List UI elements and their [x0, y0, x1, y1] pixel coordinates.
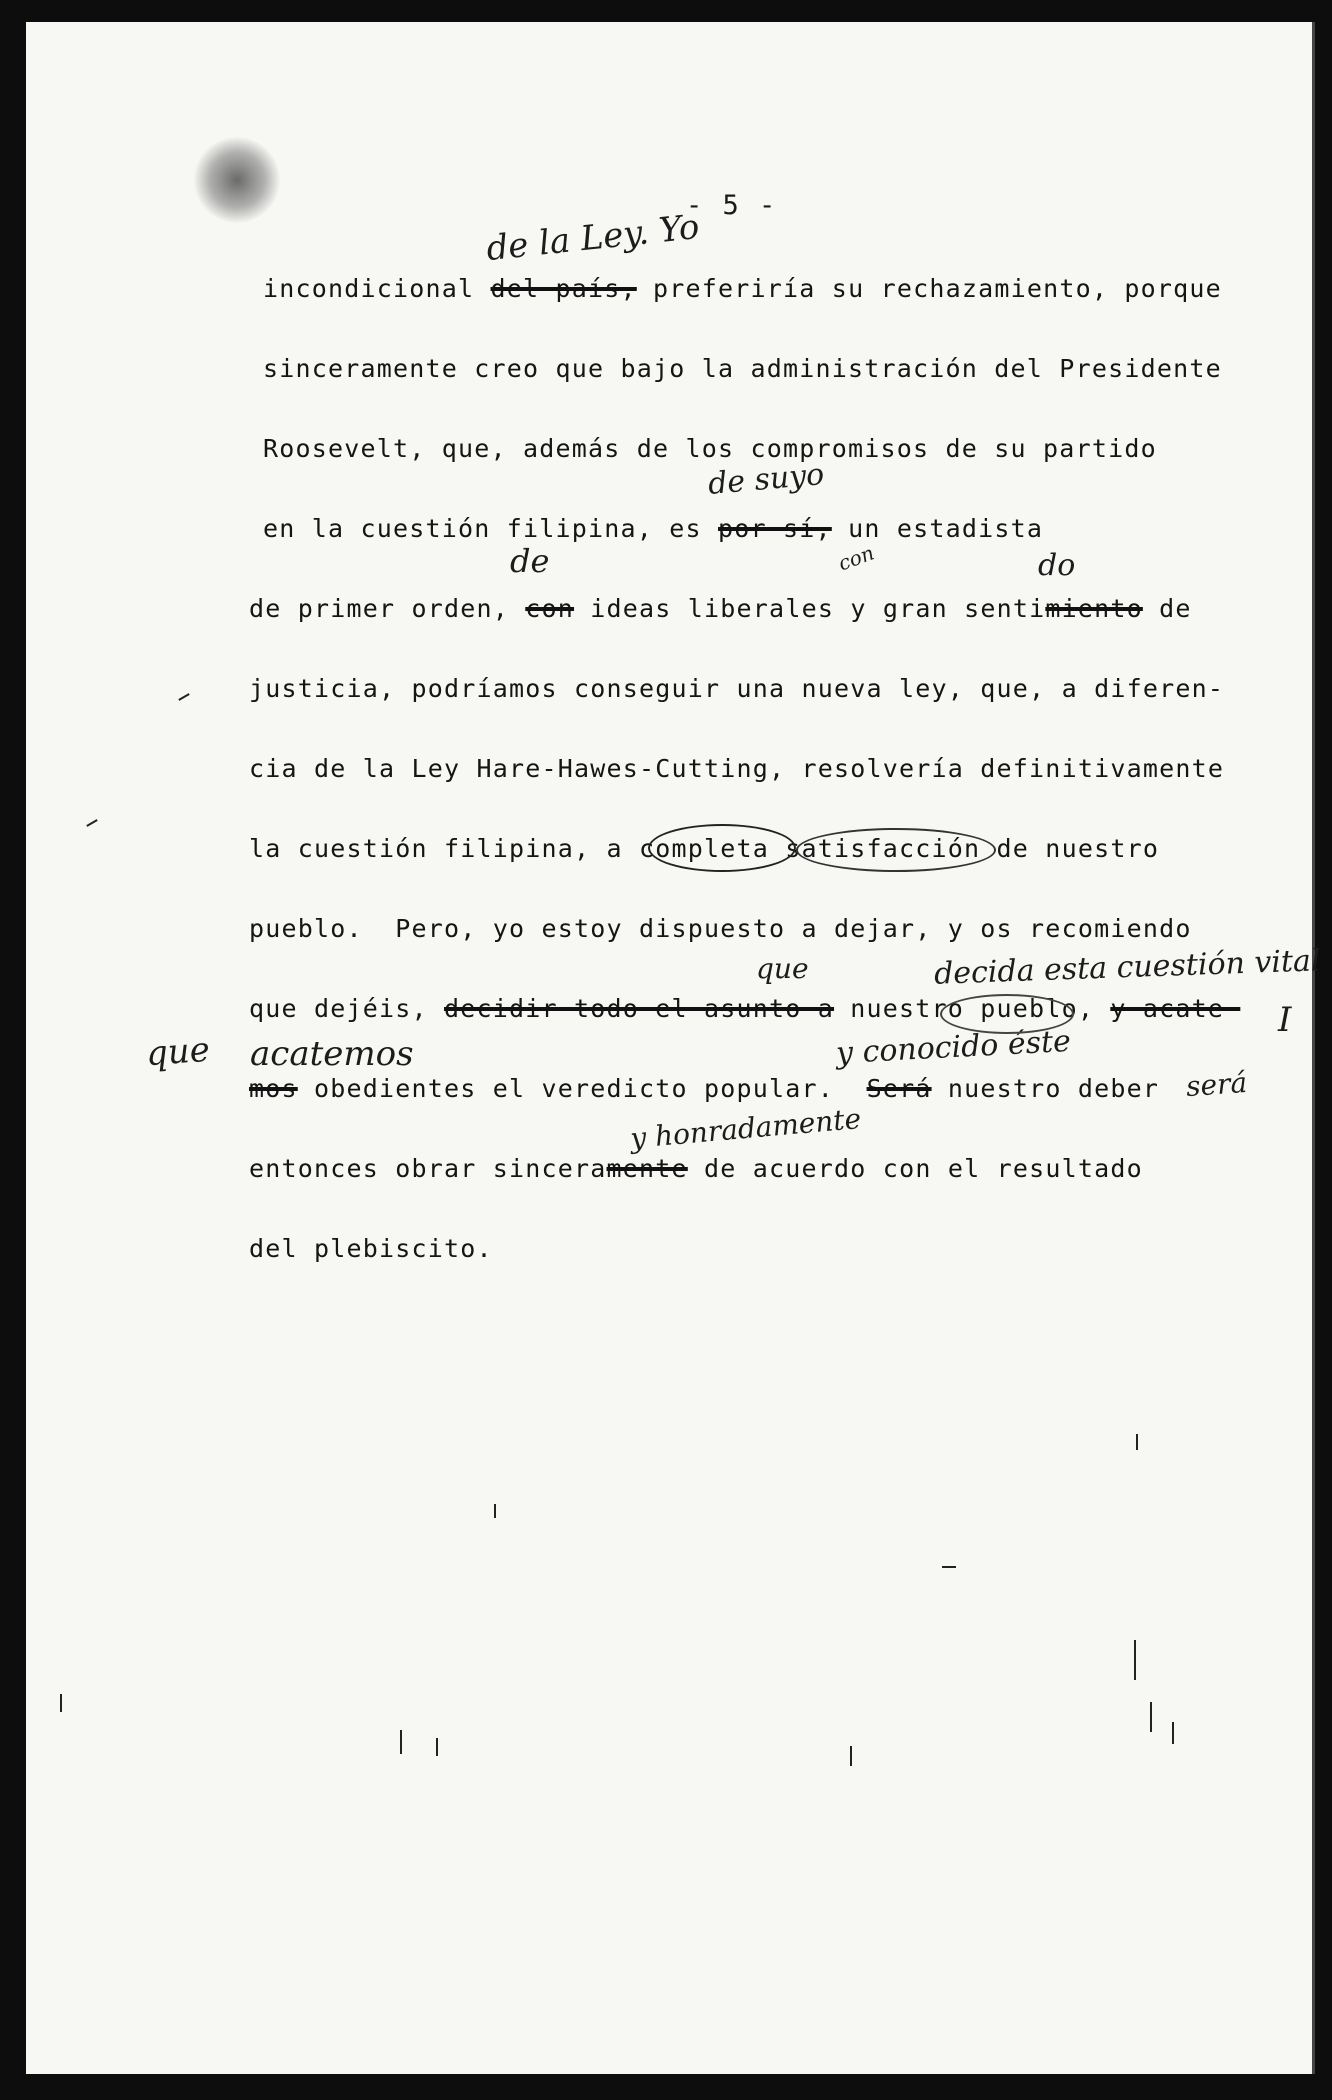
typed-text: ideas liberales y gran senti	[574, 594, 1046, 623]
struck-text: Será	[866, 1074, 932, 1103]
circle-completa	[648, 824, 796, 872]
typed-line	[249, 1074, 1159, 1103]
struck-text: decidir todo el asunto a	[444, 994, 835, 1023]
struck-text: mos	[249, 1074, 298, 1103]
handwritten-acatemos: acatemos	[250, 1034, 414, 1074]
typed-line	[249, 1234, 493, 1263]
handwritten-decida: decida esta cuestión vital	[933, 943, 1322, 992]
typed-line	[263, 354, 1222, 383]
struck-text: por sí,	[718, 514, 832, 543]
typed-text: obedientes el veredicto popular.	[297, 1074, 867, 1103]
pen-mark	[60, 1694, 62, 1712]
typed-text: de acuerdo con el resultado	[687, 1154, 1143, 1183]
typed-text: Roosevelt, que, además de los compromisos de su partido	[263, 434, 1157, 463]
struck-text: miento	[1045, 594, 1143, 623]
typed-text: del plebiscito.	[249, 1234, 493, 1263]
handwritten-que-small: que	[756, 952, 809, 985]
document-page	[26, 22, 1322, 2074]
struck-text: del país,	[490, 274, 637, 303]
typed-text: un estadista	[831, 514, 1044, 543]
typed-text: que dejéis,	[249, 994, 445, 1023]
typed-line	[249, 994, 1240, 1023]
pen-mark	[494, 1504, 496, 1518]
typed-text: en la cuestión filipina, es	[263, 514, 719, 543]
typed-line	[263, 274, 1222, 303]
typed-text: sinceramente creo que bajo la administración del Presidente	[263, 354, 1222, 383]
pen-mark	[850, 1746, 852, 1766]
struck-text: con	[525, 594, 575, 623]
handwritten-que-margin: que	[144, 1029, 212, 1075]
pen-mark	[1136, 1434, 1138, 1450]
struck-text: y acate-	[1110, 994, 1241, 1023]
typed-line	[249, 1154, 1143, 1183]
typed-line	[249, 674, 1224, 703]
handwritten-con: con	[834, 540, 878, 576]
typed-line	[263, 514, 1043, 543]
typed-text: nuestro pueblo,	[834, 994, 1111, 1023]
pen-mark	[1134, 1640, 1136, 1680]
circle-satisfaccion	[796, 828, 996, 872]
typed-text: nuestro deber	[931, 1074, 1160, 1103]
typed-text: pueblo. Pero, yo estoy dispuesto a dejar, y os recomiendo	[249, 914, 1192, 943]
typed-text: la cuestión filipina, a completa satisfacción de nuestro	[249, 834, 1160, 863]
page-number: - 5 -	[686, 190, 778, 221]
typed-text: entonces obrar sincera	[249, 1154, 607, 1183]
typed-text: justicia, podríamos conseguir una nueva ley, que, a diferen-	[249, 674, 1225, 703]
handwritten-ley-yo: de la Ley. Yo	[484, 206, 702, 270]
handwritten-do: do	[1038, 548, 1076, 583]
typed-text: cia de la Ley Hare-Hawes-Cutting, resolvería definitivamente	[249, 754, 1225, 783]
pen-mark	[1150, 1702, 1152, 1732]
circle-pueblo	[940, 994, 1074, 1034]
typed-text: de primer orden,	[249, 594, 526, 623]
handwritten-sera: será	[1184, 1065, 1249, 1104]
pen-mark	[1172, 1722, 1174, 1744]
typed-line	[249, 754, 1224, 783]
typed-line	[249, 594, 1192, 623]
handwritten-de-suyo: de suyo	[706, 457, 826, 502]
typed-text: incondicional	[263, 274, 491, 303]
handwritten-margin-mark: I	[1278, 1000, 1292, 1040]
typed-line	[249, 914, 1192, 943]
pen-mark	[436, 1738, 438, 1756]
typed-text: preferiría su rechazamiento, porque	[636, 274, 1222, 303]
pen-mark	[942, 1566, 956, 1568]
pen-mark	[178, 693, 189, 701]
pen-mark	[86, 819, 97, 827]
handwritten-de: de	[510, 542, 550, 580]
pen-mark	[400, 1730, 402, 1754]
ink-smudge	[194, 137, 280, 223]
typed-line	[263, 434, 1157, 463]
handwritten-conocido: y conocido éste	[835, 1023, 1072, 1072]
struck-text: mente	[606, 1154, 688, 1183]
handwritten-honradamente: y honradamente	[629, 1101, 863, 1156]
typed-text: de	[1142, 594, 1192, 623]
